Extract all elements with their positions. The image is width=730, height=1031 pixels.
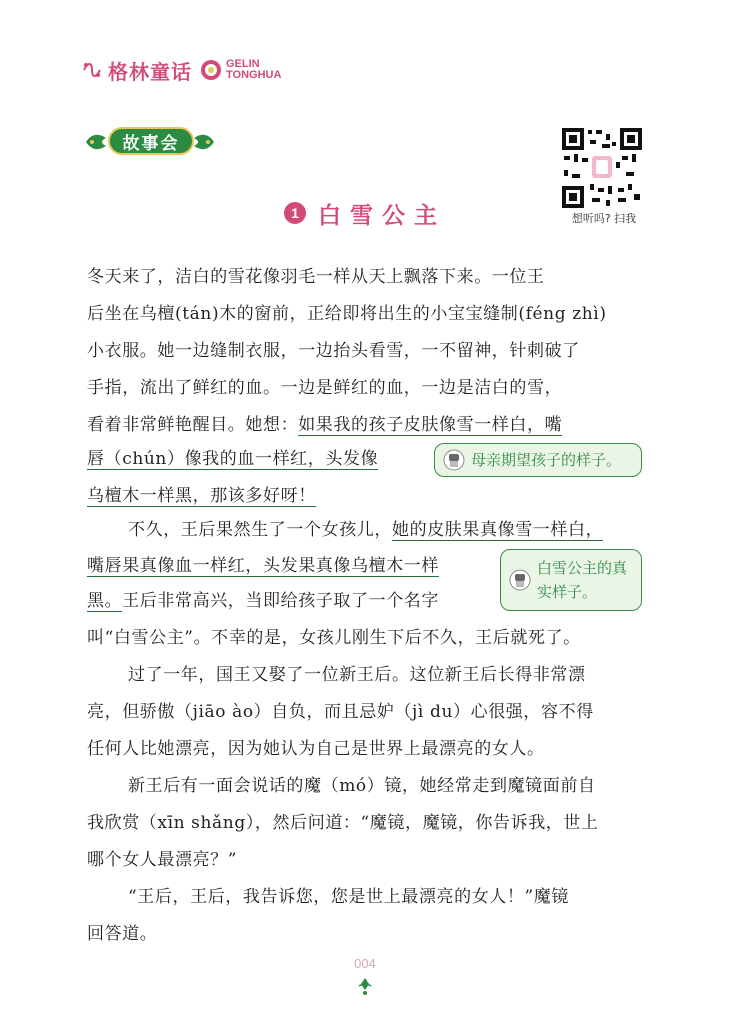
body-line: 冬天来了，洁白的雪花像羽毛一样从天上飘落下来。一位王 <box>87 267 545 287</box>
brand-header <box>80 56 281 84</box>
body-text: 看着非常鲜艳醒目。她想： <box>87 415 299 435</box>
body-text: 不久，王后果然生了一个女孩儿， <box>128 520 392 540</box>
body-line: 我欣赏（xīn shǎng），然后问道：“魔镜，魔镜，你告诉我，世上 <box>87 813 599 833</box>
underlined-text: 乌檀木一样黑，那该多好呀！ <box>87 486 316 506</box>
brand-logo-icon <box>200 59 222 81</box>
page-number: 004 <box>354 956 376 971</box>
body-line: 哪个女人最漂亮？” <box>87 850 238 870</box>
body-line: 小衣服。她一边缝制衣服，一边抬头看雪，一不留神，针刺破了 <box>87 341 580 361</box>
brand-en-line1: GELIN <box>226 58 260 70</box>
annotation-note <box>500 549 642 611</box>
qr-code[interactable] <box>562 128 642 208</box>
chapter-title-text: 白雪公主 <box>318 201 446 229</box>
qr-caption: 想听吗? 扫我 <box>571 212 637 225</box>
note-text: 白雪公主的真实样子。 <box>537 559 628 601</box>
underlined-text: 如果我的孩子皮肤像雪一样白，嘴 <box>298 415 563 435</box>
reader-icon <box>509 569 531 591</box>
body-line: 任何人比她漂亮，因为她认为自己是世界上最漂亮的女人。 <box>87 739 545 759</box>
body-line: 新王后有一面会说话的魔（mó）镜，她经常走到魔镜面前自 <box>128 776 596 796</box>
body-line: “王后，王后，我告诉您，您是世上最漂亮的女人！”魔镜 <box>128 887 569 907</box>
underlined-text: 唇（chún）像我的血一样红，头发像 <box>87 449 379 469</box>
underlined-text: 嘴唇果真像血一样红，头发果真像乌檀木一样 <box>87 556 439 576</box>
tag-pill <box>108 127 194 155</box>
brand-en-line2: TONGHUA <box>226 69 282 81</box>
body-line: 叫“白雪公主”。不幸的是，女孩儿刚生下后不久，王后就死了。 <box>87 628 581 648</box>
underlined-text: 她的皮肤果真像雪一样白， <box>392 520 604 540</box>
body-line <box>128 512 643 549</box>
body-line: 亮，但骄傲（jiāo ào）自负，而且忌妒（jì du）心很强，容不得 <box>87 702 594 722</box>
chapter-title <box>284 196 446 230</box>
body-text: 王后非常高兴，当即给孩子取了一个名字 <box>122 591 440 611</box>
chapter-number: 1 <box>284 202 306 224</box>
brand-en <box>226 59 281 81</box>
body-line <box>87 407 643 444</box>
underlined-text: 黑。 <box>87 591 123 611</box>
brand-title: 格林童话 <box>108 59 192 84</box>
tag-label: 故事会 <box>122 133 180 154</box>
note-text: 母亲期望孩子的样子。 <box>471 451 622 469</box>
page-ornament-icon <box>357 976 373 996</box>
section-tag <box>84 124 216 160</box>
annotation-note <box>434 443 642 477</box>
body-line: 后坐在乌檀(tán)木的窗前，正给即将出生的小宝宝缝制(féng zhì) <box>87 304 607 324</box>
body-line <box>87 478 643 515</box>
body-line: 过了一年，国王又娶了一位新王后。这位新王后长得非常漂 <box>128 665 586 685</box>
flourish-icon <box>80 58 104 82</box>
body-line: 回答道。 <box>87 924 158 944</box>
body-line: 手指，流出了鲜红的血。一边是鲜红的血，一边是洁白的雪， <box>87 378 563 398</box>
reader-icon <box>443 449 465 471</box>
